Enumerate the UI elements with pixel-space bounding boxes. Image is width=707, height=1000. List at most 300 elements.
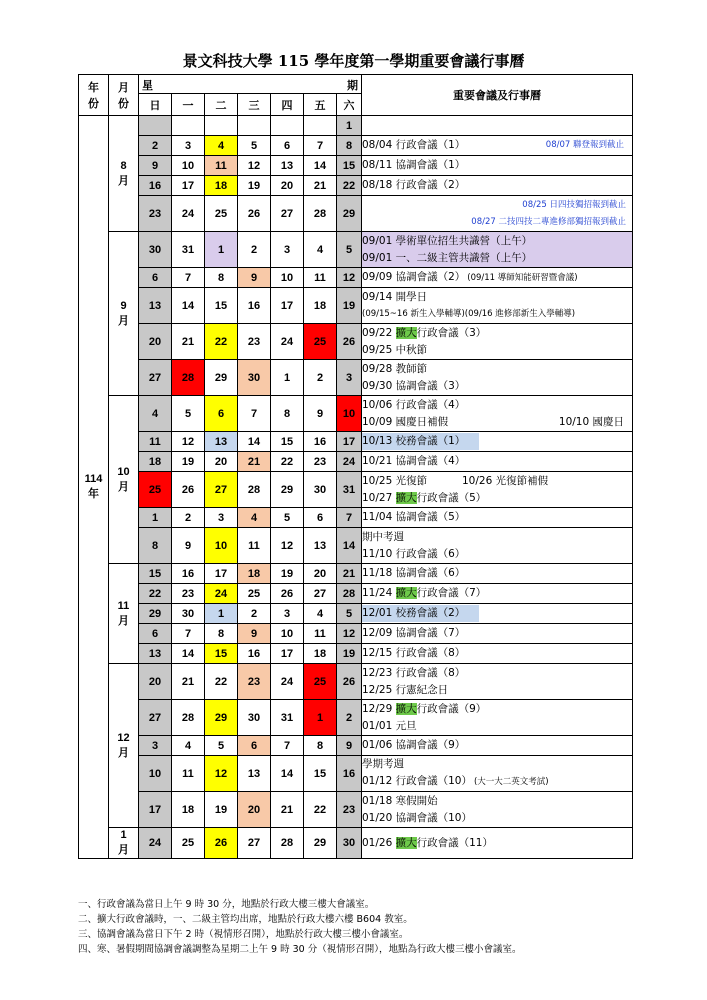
day-cell: 19 (238, 176, 271, 196)
event-cell (362, 792, 633, 828)
day-cell: 21 (172, 664, 205, 700)
day-cell: 24 (271, 324, 304, 360)
week-row (79, 736, 633, 756)
day-cell: 12 (172, 432, 205, 452)
day-cell: 19 (205, 792, 238, 828)
day-cell: 18 (304, 644, 337, 664)
day-cell: 20 (304, 564, 337, 584)
calendar-table (78, 74, 633, 859)
day-cell: 19 (337, 288, 362, 324)
day-cell: 14 (172, 288, 205, 324)
month-label-line: 月 (118, 844, 129, 856)
weekday-label-6: 五 (304, 94, 337, 116)
day-cell: 15 (271, 432, 304, 452)
day-cell: 26 (337, 324, 362, 360)
month-label-line: 8 (120, 159, 127, 172)
footnote: 三、協調會議為當日下午 2 時（視情形召開），地點於行政大樓三樓小會議室。 (78, 929, 409, 940)
day-cell: 9 (238, 624, 271, 644)
day-cell: 2 (337, 700, 362, 736)
day-cell: 28 (337, 584, 362, 604)
week-row (79, 624, 633, 644)
event-text: 10/25 光復節 (362, 474, 428, 487)
day-cell: 25 (304, 324, 337, 360)
day-cell: 6 (271, 136, 304, 156)
day-cell: 7 (271, 736, 304, 756)
day-cell: 14 (271, 756, 304, 792)
weekday-label-7: 六 (337, 94, 362, 116)
event-cell (362, 528, 633, 564)
weekday-label-4: 三 (238, 94, 271, 116)
weekday-label-3: 二 (205, 94, 238, 116)
week-row (79, 360, 633, 396)
day-cell: 16 (172, 564, 205, 584)
day-cell (139, 116, 172, 136)
day-cell: 30 (139, 232, 172, 268)
day-cell: 7 (238, 396, 271, 432)
week-row (79, 432, 633, 452)
week-row (79, 792, 633, 828)
week-row (79, 268, 633, 288)
day-cell: 23 (172, 584, 205, 604)
week-row (79, 472, 633, 508)
event-text: 11/10 行政會議（6） (362, 547, 466, 560)
day-cell: 27 (205, 472, 238, 508)
day-cell: 10 (172, 156, 205, 176)
month-label-line: 10 (117, 465, 130, 478)
day-cell: 22 (337, 176, 362, 196)
event-text: 08/11 協調會議（1） (362, 159, 466, 171)
event-text: 10/09 國慶日補假 (362, 415, 449, 428)
day-cell: 23 (304, 452, 337, 472)
weekday-label-5: 四 (271, 94, 304, 116)
event-text: 10/27 (362, 491, 396, 504)
event-line (362, 835, 632, 852)
week-row (79, 828, 633, 859)
day-cell: 20 (139, 324, 172, 360)
extended-meeting-badge: 擴大 (395, 491, 417, 504)
event-text: 09/09 協調會議（2） (362, 270, 466, 283)
day-cell: 24 (139, 828, 172, 859)
day-cell: 23 (337, 792, 362, 828)
event-line (362, 625, 632, 642)
event-text: 10/21 協調會議（4） (362, 455, 466, 467)
day-cell: 10 (337, 396, 362, 432)
day-cell: 13 (271, 156, 304, 176)
day-cell: 21 (337, 564, 362, 584)
event-cell (362, 156, 633, 176)
event-text: 01/26 (362, 836, 396, 849)
day-cell: 29 (205, 700, 238, 736)
event-cell (362, 176, 633, 196)
day-cell: 16 (238, 288, 271, 324)
event-cell (362, 232, 633, 268)
day-cell: 13 (238, 756, 271, 792)
day-cell: 14 (238, 432, 271, 452)
week-row (79, 116, 633, 136)
day-cell: 8 (337, 136, 362, 156)
day-cell: 12 (337, 624, 362, 644)
event-cell (362, 700, 633, 736)
day-cell: 30 (172, 604, 205, 624)
event-line (362, 378, 632, 395)
month-header-bottom: 份 (118, 97, 129, 110)
week-row (79, 756, 633, 792)
day-cell: 13 (304, 528, 337, 564)
day-cell: 28 (304, 196, 337, 232)
event-text: 學期考週 (362, 758, 404, 770)
day-cell: 11 (172, 756, 205, 792)
day-cell: 8 (205, 624, 238, 644)
day-cell: 1 (337, 116, 362, 136)
day-cell: 8 (271, 396, 304, 432)
month-label (109, 396, 139, 564)
event-text: 12/23 行政會議（8） (362, 666, 466, 679)
week-row (79, 288, 633, 324)
event-text-tail: 行政會議（7） (416, 587, 487, 599)
day-cell: 22 (205, 324, 238, 360)
event-cell (362, 644, 633, 664)
event-text: (09/15~16 新生入學輔導)(09/16 進修部新生入學輔導) (362, 308, 576, 319)
day-cell: 29 (304, 828, 337, 859)
day-cell: 14 (304, 156, 337, 176)
event-cell (362, 564, 633, 584)
day-cell: 15 (205, 644, 238, 664)
day-cell: 15 (205, 288, 238, 324)
day-cell: 27 (139, 700, 172, 736)
day-cell: 9 (337, 736, 362, 756)
day-cell: 4 (139, 396, 172, 432)
day-cell: 16 (238, 644, 271, 664)
day-cell: 16 (337, 756, 362, 792)
event-text: 09/01 一、二級主管共識營（上午） (362, 251, 533, 264)
event-line (362, 177, 632, 194)
day-cell: 7 (337, 508, 362, 528)
year-label-line: 114 (84, 473, 103, 485)
week-row (79, 604, 633, 624)
day-cell: 24 (337, 452, 362, 472)
month-label (109, 116, 139, 232)
event-text: 10/06 行政會議（4） (362, 398, 466, 411)
day-cell: 30 (238, 700, 271, 736)
day-cell (304, 116, 337, 136)
day-cell: 19 (337, 644, 362, 664)
footnotes (78, 897, 521, 957)
day-cell: 18 (205, 176, 238, 196)
day-cell: 10 (271, 268, 304, 288)
day-cell: 2 (304, 360, 337, 396)
day-cell: 10 (271, 624, 304, 644)
event-text: 12/25 行憲紀念日 (362, 683, 449, 696)
week-row (79, 156, 633, 176)
day-cell: 7 (304, 136, 337, 156)
day-cell: 15 (304, 756, 337, 792)
event-line (362, 214, 632, 231)
day-cell: 21 (172, 324, 205, 360)
day-cell: 23 (238, 324, 271, 360)
event-cell (362, 756, 633, 792)
event-cell (362, 828, 633, 859)
day-cell: 20 (205, 452, 238, 472)
event-text: 12/15 行政會議（8） (362, 647, 466, 659)
day-cell: 24 (205, 584, 238, 604)
day-cell: 8 (304, 736, 337, 756)
event-line (362, 605, 479, 622)
event-text: 01/06 協調會議（9） (362, 739, 466, 751)
event-text: 09/01 學術單位招生共識營（上午） (362, 234, 533, 247)
day-cell: 9 (172, 528, 205, 564)
week-row (79, 396, 633, 432)
day-cell: 2 (238, 232, 271, 268)
day-cell: 18 (139, 452, 172, 472)
event-line (362, 397, 632, 414)
event-text: 08/18 行政會議（2） (362, 179, 466, 191)
day-cell: 17 (337, 432, 362, 452)
event-cell (362, 268, 633, 288)
event-line (362, 718, 632, 735)
event-text: 08/04 行政會議（1） (362, 139, 466, 151)
event-line (362, 137, 632, 154)
day-cell: 6 (139, 268, 172, 288)
day-cell: 18 (238, 564, 271, 584)
day-cell: 29 (271, 472, 304, 508)
year-header-top: 年 (88, 81, 99, 94)
event-line (362, 433, 479, 450)
day-cell: 6 (205, 396, 238, 432)
event-text-tail: 行政會議（3） (416, 326, 487, 339)
event-line (362, 546, 632, 563)
day-cell: 4 (304, 232, 337, 268)
events-header: 重要會議及行事曆 (362, 75, 633, 116)
day-cell: 13 (139, 288, 172, 324)
event-line (362, 325, 632, 342)
day-cell (205, 116, 238, 136)
event-right-note: 08/07 聯登報到截止 (545, 140, 624, 150)
day-cell: 11 (238, 528, 271, 564)
week-row (79, 136, 633, 156)
day-cell: 7 (172, 624, 205, 644)
day-cell: 25 (205, 196, 238, 232)
event-cell (362, 196, 633, 232)
event-cell (362, 288, 633, 324)
event-line (362, 490, 632, 507)
event-text: 08/27 二技四技二專進修部獨招報到截止 (471, 216, 626, 227)
month-label-line: 1 (120, 829, 127, 841)
day-cell: 28 (172, 360, 205, 396)
week-row (79, 196, 633, 232)
event-cell (362, 136, 633, 156)
day-cell: 6 (304, 508, 337, 528)
day-cell: 22 (304, 792, 337, 828)
event-line (362, 737, 632, 754)
day-cell: 4 (238, 508, 271, 528)
day-cell: 19 (172, 452, 205, 472)
weekday-header-right: 期 (347, 79, 358, 92)
day-cell: 29 (205, 360, 238, 396)
year-header (79, 75, 109, 116)
day-cell: 23 (139, 196, 172, 232)
day-cell: 5 (337, 604, 362, 624)
month-label-line: 9 (120, 299, 127, 312)
month-label (109, 564, 139, 664)
event-cell (362, 584, 633, 604)
day-cell: 6 (238, 736, 271, 756)
day-cell: 14 (337, 528, 362, 564)
year-header-bottom: 份 (88, 97, 99, 110)
day-cell: 26 (337, 664, 362, 700)
month-label-line: 月 (118, 480, 129, 493)
day-cell: 15 (337, 156, 362, 176)
day-cell: 20 (139, 664, 172, 700)
day-cell: 22 (139, 584, 172, 604)
day-cell: 30 (337, 828, 362, 859)
month-header (109, 75, 139, 116)
day-cell: 10 (139, 756, 172, 792)
event-cell (362, 360, 633, 396)
day-cell: 12 (271, 528, 304, 564)
page-title: 景文科技大學 115 學年度第一學期重要會議行事曆 (182, 52, 525, 70)
month-label (109, 664, 139, 828)
day-cell: 1 (205, 604, 238, 624)
day-cell: 3 (205, 508, 238, 528)
day-cell: 21 (238, 452, 271, 472)
event-cell (362, 736, 633, 756)
day-cell: 11 (304, 624, 337, 644)
weekday-label-1: 日 (139, 94, 172, 116)
day-cell: 11 (304, 268, 337, 288)
day-cell: 31 (271, 700, 304, 736)
event-line (362, 250, 632, 267)
day-cell: 11 (139, 432, 172, 452)
year-label (79, 116, 109, 859)
day-cell: 20 (238, 792, 271, 828)
day-cell: 28 (172, 700, 205, 736)
day-cell: 14 (172, 644, 205, 664)
event-text: 09/28 教師節 (362, 362, 428, 375)
day-cell: 25 (238, 584, 271, 604)
day-cell: 1 (139, 508, 172, 528)
day-cell: 3 (271, 232, 304, 268)
day-cell: 26 (271, 584, 304, 604)
day-cell: 3 (271, 604, 304, 624)
event-cell (362, 472, 633, 508)
event-text: 01/18 寒假開始 (362, 794, 438, 807)
extended-meeting-badge: 擴大 (395, 587, 417, 599)
footnote: 二、擴大行政會議時，一、二級主管均出席，地點於行政大樓六樓 B604 教室。 (78, 914, 413, 925)
month-label (109, 828, 139, 859)
week-row (79, 528, 633, 564)
event-cell (362, 508, 633, 528)
day-cell: 9 (139, 156, 172, 176)
day-cell: 1 (271, 360, 304, 396)
day-cell: 17 (172, 176, 205, 196)
day-cell: 29 (139, 604, 172, 624)
event-text: 12/29 (362, 702, 396, 715)
event-line (362, 565, 632, 582)
event-line (362, 342, 632, 359)
event-line (362, 269, 632, 287)
event-cell (362, 604, 633, 624)
day-cell: 5 (271, 508, 304, 528)
extended-meeting-badge: 擴大 (395, 702, 417, 715)
event-text: 09/22 (362, 326, 396, 339)
event-text: 09/25 中秋節 (362, 343, 428, 356)
event-cell (362, 452, 633, 472)
event-cell (362, 324, 633, 360)
day-cell: 10 (205, 528, 238, 564)
day-cell: 29 (337, 196, 362, 232)
event-text: 10/13 校務會議（1） (362, 435, 466, 447)
month-label-line: 11 (117, 599, 130, 612)
day-cell: 25 (172, 828, 205, 859)
day-cell: 12 (205, 756, 238, 792)
event-line (362, 306, 632, 323)
event-line (362, 361, 632, 378)
day-cell: 24 (271, 664, 304, 700)
event-text: 12/01 校務會議（2） (362, 607, 466, 619)
event-text: 11/18 協調會議（6） (362, 567, 466, 579)
event-right-note: 10/10 國慶日 (558, 415, 624, 428)
day-cell: 11 (205, 156, 238, 176)
weekday-header-left: 星 (142, 79, 153, 92)
event-line (362, 701, 632, 718)
day-cell: 8 (139, 528, 172, 564)
day-cell (172, 116, 205, 136)
month-label-line: 月 (118, 614, 129, 627)
event-line (362, 233, 632, 250)
day-cell: 4 (304, 604, 337, 624)
month-label-line: 12 (117, 731, 130, 744)
event-line (362, 585, 632, 602)
day-cell: 2 (172, 508, 205, 528)
day-cell: 2 (238, 604, 271, 624)
event-line (362, 289, 632, 306)
footnote: 四、寒、暑假期間協調會議調整為星期二上午 9 時 30 分（視情形召開），地點為行政大樓三樓小會議室。 (78, 944, 522, 955)
day-cell: 21 (271, 792, 304, 828)
day-cell: 5 (238, 136, 271, 156)
day-cell: 26 (238, 196, 271, 232)
event-line (362, 509, 632, 526)
week-row (79, 664, 633, 700)
event-line (362, 414, 632, 431)
day-cell: 16 (304, 432, 337, 452)
day-cell (238, 116, 271, 136)
event-text: 01/01 元旦 (362, 719, 417, 732)
event-line (362, 793, 632, 810)
day-cell: 22 (271, 452, 304, 472)
day-cell: 5 (337, 232, 362, 268)
day-cell: 28 (271, 828, 304, 859)
event-right-note: 10/26 光復節補假 (462, 474, 549, 487)
day-cell: 27 (271, 196, 304, 232)
event-cell (362, 116, 633, 136)
week-row (79, 176, 633, 196)
event-text-tail: 行政會議（11） (416, 836, 493, 849)
day-cell: 31 (337, 472, 362, 508)
month-label-line: 月 (118, 314, 129, 327)
day-cell: 9 (238, 268, 271, 288)
day-cell: 9 (304, 396, 337, 432)
week-row (79, 232, 633, 268)
day-cell: 18 (304, 288, 337, 324)
month-label-line: 月 (118, 746, 129, 759)
day-cell: 3 (337, 360, 362, 396)
week-row (79, 508, 633, 528)
day-cell: 22 (205, 664, 238, 700)
event-text: 01/12 行政會議（10） (362, 775, 472, 787)
event-line (362, 529, 632, 546)
day-cell: 23 (238, 664, 271, 700)
event-cell (362, 396, 633, 432)
